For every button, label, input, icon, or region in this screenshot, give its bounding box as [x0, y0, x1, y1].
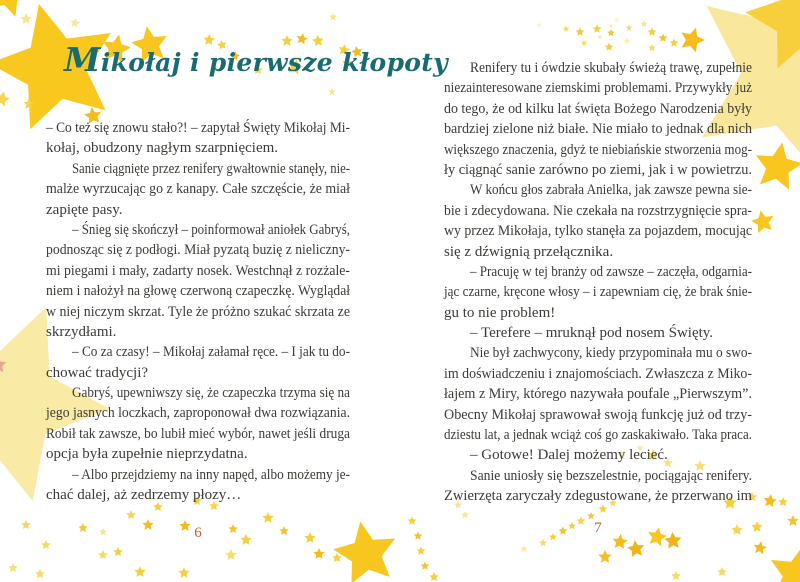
- text-line: [46, 138, 350, 158]
- text-line-content: ły ciągnąć sanie zarówno po ziemi, jak i w powietrzu.: [444, 161, 752, 178]
- text-line-content: gu to nie problem!: [444, 304, 556, 321]
- star-icon: [539, 539, 547, 546]
- star-icon: [536, 22, 542, 27]
- star-icon: [134, 566, 145, 577]
- text-line-content: jąc czarne, kręcone włosy – i zapewniam cię, że brak śnie-: [444, 284, 752, 301]
- text-line: [46, 220, 350, 240]
- text-line: [46, 444, 350, 464]
- star-icon: [98, 550, 108, 559]
- star-icon: [20, 13, 31, 24]
- text-line: [444, 99, 752, 119]
- text-line: [46, 342, 350, 362]
- text-line-content: – Pracuję w tej branży od zawsze – zaczęła, odgarnia-: [470, 263, 752, 280]
- star-icon: [682, 28, 706, 53]
- chapter-title: Mikołaj i pierwsze kłopoty: [64, 40, 448, 79]
- text-line: [46, 302, 350, 322]
- text-line: [444, 343, 752, 363]
- star-icon: [461, 511, 469, 518]
- text-line-content: mi piegami i mały, zadarty nosek. Westchnął z rozżale-: [46, 262, 350, 279]
- text-line: [444, 466, 752, 486]
- text-line-content: jego jasnych loczkach, zaproponował dwa rozwiązania.: [46, 405, 350, 422]
- text-line: [46, 322, 350, 342]
- text-line: [444, 119, 752, 139]
- star-icon: [581, 40, 588, 46]
- text-line-content: – Gotowe! Dalej możemy lecieć.: [470, 447, 668, 464]
- star-icon: [262, 512, 273, 523]
- star-icon: [35, 569, 45, 578]
- text-line-content: kołaj, obudzony nagłym szarpnięciem.: [46, 140, 279, 157]
- text-line-content: bardziej zielone niż białe. Nie miało to jednak dla nich: [444, 121, 753, 138]
- star-icon: [414, 532, 423, 540]
- text-line: [444, 221, 752, 241]
- star-icon: [648, 28, 657, 36]
- text-line: [444, 364, 752, 384]
- text-line-content: – Co za czasy! – Mikołaj załamał ręce. – I jak tu do-: [72, 344, 350, 361]
- star-icon: [641, 21, 648, 27]
- text-line-content: – Śnieg się skończył – poinformował aniołek Gabryś,: [72, 221, 350, 238]
- text-line: [46, 403, 350, 423]
- star-icon: [576, 28, 585, 36]
- text-line: [46, 363, 350, 383]
- text-line-content: Gabryś, upewniwszy się, że czapeczka trzyma się na: [72, 385, 350, 402]
- text-line: [444, 262, 752, 282]
- text-line-content: podnosząc się z podłogi. Miał pyzatą buzię z nieliczny-: [46, 242, 350, 259]
- star-icon: [71, 18, 80, 27]
- star-icon: [598, 550, 611, 563]
- text-line-content: w niej niczym skrzat. Tyle że próżno szukać skrzata ze: [46, 303, 350, 320]
- text-line-content: Robił tak zawsze, bo lubił mieć wybór, nawet jeśli druga: [46, 425, 350, 442]
- text-line-content: większego znaczenia, gdyż te niebiańskie stworzenia mog-: [444, 141, 752, 158]
- text-line: [444, 201, 752, 221]
- star-icon: [113, 547, 123, 556]
- star-icon: [648, 44, 656, 51]
- text-line-content: W końcu głos zabrała Anielka, jak zawsze pewna sie-: [470, 182, 752, 199]
- text-line-content: dziestu lat, a jednak wciąż coś go zaskakiwało. Taka praca.: [444, 427, 753, 444]
- text-line-content: opcja była zupełnie nieprzydatna.: [46, 446, 248, 463]
- text-line: [46, 240, 350, 260]
- star-icon: [671, 571, 681, 580]
- star-icon: [126, 510, 136, 519]
- star-icon: [787, 515, 798, 526]
- text-line: [46, 383, 350, 403]
- star-icon: [8, 563, 18, 572]
- text-line-content: do tego, że od kilku lat święta Bożego Narodzenia były: [444, 100, 753, 117]
- star-icon: [605, 43, 614, 51]
- star-icon: [627, 540, 644, 557]
- text-line-content: – Co też się znowu stało?! – zapytał Święty Mikołaj Mi-: [46, 120, 351, 136]
- text-line: [46, 485, 350, 505]
- text-line: [46, 281, 350, 301]
- text-line: [444, 282, 752, 302]
- star-icon: [593, 25, 602, 33]
- text-line-content: Obecny Mikołaj sprawował swoją funkcję już od trzy-: [444, 406, 753, 423]
- text-line: [444, 242, 752, 262]
- star-icon: [521, 546, 528, 552]
- star-icon: [670, 39, 679, 47]
- text-line: [46, 200, 350, 220]
- text-line: [444, 486, 752, 506]
- text-line: [444, 180, 752, 200]
- text-line: [444, 405, 752, 425]
- text-line: [444, 323, 752, 343]
- star-icon: [563, 26, 570, 32]
- star-icon: [0, 91, 10, 106]
- star-icon: [587, 512, 595, 519]
- text-line-content: skrzydłami.: [46, 323, 117, 340]
- star-icon: [626, 25, 633, 31]
- text-line-content: chować tradycji?: [46, 364, 149, 381]
- text-line-content: malże wyrzucając go z kanapy. Całe szczęście, że miał: [46, 181, 351, 198]
- text-line-content: Sanie uniosły się bezszelestnie, pociągając renifery.: [470, 467, 752, 484]
- text-line-content: – Terefere – mruknął pod nosem Święty.: [470, 325, 714, 342]
- right-page-number: 7: [594, 520, 602, 536]
- text-line-content: bie i zdecydowana. Nie czekała na rozstrzygnięcie spra-: [444, 202, 752, 219]
- star-icon: [609, 24, 614, 29]
- star-icon: [751, 210, 773, 233]
- text-line-content: Renifery tu i ówdzie skubały świeżą trawę, zupełnie: [470, 60, 753, 76]
- star-icon: [332, 553, 342, 562]
- text-line-content: Sanie ciągnięte przez renifery gwałtownie stanęły, nie-: [72, 160, 351, 177]
- text-line: [444, 445, 752, 465]
- text-line-content: niezainteresowane ziemskimi problemami. Przywykły już: [444, 80, 752, 97]
- star-icon: [225, 549, 236, 560]
- star-icon: [0, 0, 32, 17]
- star-icon: [21, 520, 31, 529]
- left-page-number: 6: [194, 525, 202, 541]
- text-line: [444, 140, 752, 160]
- star-icon: [408, 517, 417, 525]
- text-line: [444, 160, 752, 180]
- text-line-content: łajem z Miry, którego nazywała poufale „Pierwszym”.: [444, 386, 752, 403]
- text-line-content: wy przez Mikołaja, tylko stanęła za pojazdem, mocując: [444, 223, 753, 240]
- text-line-content: niem i nałożył na głowę czerwoną czapeczkę. Wyglądał: [46, 283, 351, 300]
- text-line: [46, 465, 350, 485]
- star-icon: [624, 38, 630, 43]
- text-line: [46, 424, 350, 444]
- text-line-content: Zwierzęta zaryczały zdegustowane, że przerwano im: [444, 488, 752, 505]
- star-icon: [178, 567, 189, 578]
- text-line-content: się z dźwignią przełącznika.: [444, 243, 614, 260]
- text-line: [444, 303, 752, 323]
- text-line: [46, 159, 350, 179]
- star-icon: [429, 572, 439, 581]
- star-icon: [313, 548, 324, 559]
- star-icon: [778, 497, 788, 506]
- text-line-content: Nie był zachwycony, kiedy przypominała mu o swo-: [470, 345, 752, 362]
- star-icon: [329, 13, 337, 20]
- text-line: [444, 58, 752, 78]
- text-line: [444, 425, 752, 445]
- star-icon: [328, 88, 336, 95]
- left-page-text: [46, 118, 350, 505]
- star-icon: [764, 494, 777, 507]
- text-line-content: chać dalej, aż zedrzemy płozy…: [46, 487, 242, 504]
- text-line-content: – Albo przejdziemy na inny napęd, albo możemy je-: [72, 466, 350, 483]
- text-line: [46, 179, 350, 199]
- text-line: [444, 384, 752, 404]
- text-line: [46, 261, 350, 281]
- star-icon: [751, 521, 762, 532]
- star-icon: [754, 541, 767, 554]
- text-line-content: im doświadczeniu i znajomościach. Zwłaszcza z Miko-: [444, 365, 753, 382]
- star-icon: [771, 546, 800, 582]
- text-line: [444, 78, 752, 98]
- star-icon: [607, 29, 615, 36]
- star-icon: [717, 567, 727, 576]
- star-icon: [417, 547, 426, 555]
- text-line: [46, 118, 350, 138]
- star-icon: [659, 34, 668, 42]
- text-line-content: zapięte pasy.: [46, 201, 123, 218]
- star-icon: [598, 35, 603, 40]
- star-icon: [614, 17, 620, 22]
- star-icon: [421, 562, 430, 570]
- right-page-text: [444, 58, 752, 507]
